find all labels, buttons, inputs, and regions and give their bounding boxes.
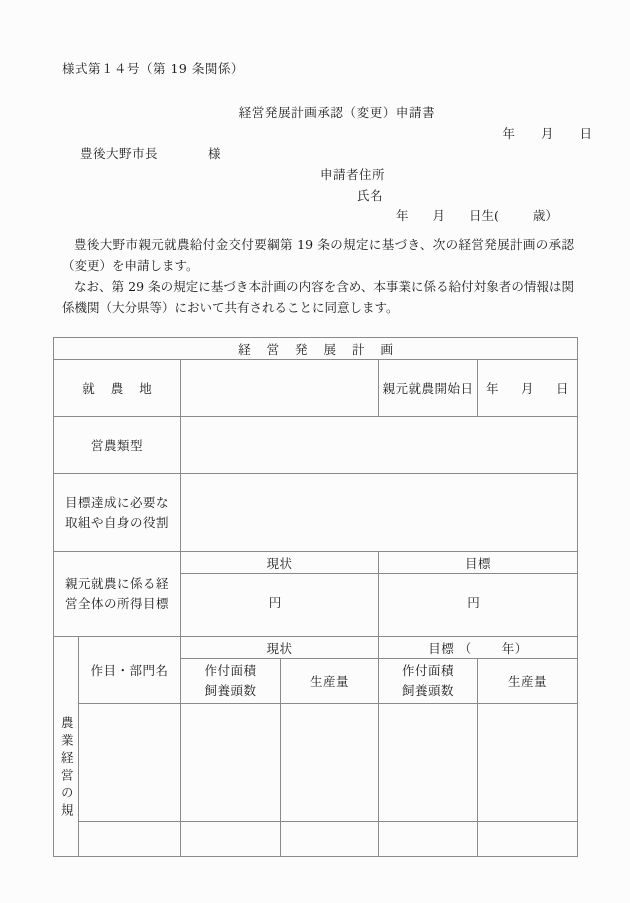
measures-label-line2: 取組や自身の役割	[64, 514, 169, 530]
scale-row1-tgt-yield[interactable]	[478, 704, 578, 822]
form-number: 様式第１４号（第 19 条関係）	[62, 61, 244, 76]
scale-current-area-line2: 飼養頭数	[204, 683, 257, 698]
farming-type-label: 営農類型	[54, 417, 181, 474]
scale-current-yield-label: 生産量	[281, 659, 379, 704]
income-target-value[interactable]	[379, 574, 578, 637]
start-date-year: 年	[486, 381, 500, 396]
applicant-birthdate-line	[396, 206, 558, 224]
scale-vertical-label-cell	[54, 637, 79, 857]
submission-date-line	[502, 124, 592, 142]
farming-type-value[interactable]	[181, 417, 578, 474]
scale-row2-crop[interactable]	[79, 822, 181, 857]
table-row	[54, 822, 578, 857]
farmland-value[interactable]	[181, 360, 379, 417]
birth-month-label: 月	[432, 208, 446, 223]
table-caption-row	[54, 338, 578, 360]
addressee-name: 豊後大野市長	[80, 146, 159, 161]
date-year-label: 年	[502, 126, 515, 141]
income-label	[54, 552, 181, 637]
birth-year-label: 年	[396, 208, 409, 223]
income-label-line1: 親元就農に係る経	[64, 576, 169, 591]
applicant-address-label: 申請者住所	[320, 167, 386, 182]
scale-current-area-line1: 作付面積	[204, 663, 257, 678]
scale-row1-tgt-area[interactable]	[379, 704, 478, 822]
scale-row1-cur-area[interactable]	[181, 704, 281, 822]
scale-target-yield-label: 生産量	[478, 659, 578, 704]
scale-col-target-suffix: 年）	[501, 640, 528, 656]
table-row-measures	[54, 474, 578, 552]
start-date-day: 日	[556, 381, 570, 396]
table-row-farmland	[54, 360, 578, 417]
birth-age-label: 歳）	[532, 208, 558, 223]
scale-target-area-line2: 飼養頭数	[401, 683, 454, 698]
income-current-unit: 円	[268, 595, 282, 610]
start-date-month: 月	[521, 381, 535, 396]
scale-row1-cur-yield[interactable]	[281, 704, 379, 822]
paragraph-consent: なお、第 29 条の規定に基づき本計画の内容を含め、本事業に係る給付対象者の情報は関係機関（大分県等）において共有されることに同意します。	[62, 279, 574, 315]
table-row-scale-subhead	[54, 637, 578, 659]
addressee-honorific: 様	[208, 146, 222, 161]
addressee	[80, 144, 221, 162]
scale-vertical-label: 農業経営の規	[59, 715, 75, 821]
income-current-value[interactable]	[181, 574, 379, 637]
measures-value[interactable]	[181, 474, 578, 552]
table-row-income-subhead	[54, 552, 578, 574]
scale-row2-cur-area[interactable]	[181, 822, 281, 857]
scale-row2-tgt-area[interactable]	[379, 822, 478, 857]
page-title: 経営発展計画承認（変更）申請書	[238, 105, 436, 120]
measures-label	[54, 474, 181, 552]
table-row-farming-type	[54, 417, 578, 474]
paragraph-application: 豊後大野市親元就農給付金交付要綱第 19 条の規定に基づき、次の経営発展計画の承認（変更）を申請します。	[62, 237, 574, 273]
scale-row2-cur-yield[interactable]	[281, 822, 379, 857]
income-col-target: 目標	[379, 552, 578, 574]
scale-row1-crop[interactable]	[79, 704, 181, 822]
start-date-value[interactable]	[478, 360, 578, 417]
table-caption: 経 営 発 展 計 画	[54, 338, 578, 360]
scale-col-target-prefix: 目標 （	[428, 640, 472, 656]
measures-label-line1: 目標達成に必要な	[64, 494, 169, 510]
income-label-line2: 営全体の所得目標	[64, 596, 169, 611]
scale-target-area-label	[379, 659, 478, 704]
farmland-label: 就 農 地	[54, 360, 181, 417]
scale-col-target	[379, 637, 578, 659]
crop-label: 作目・部門名	[79, 637, 181, 704]
scale-target-area-line1: 作付面積	[401, 663, 454, 678]
birth-day-label: 日生(	[469, 208, 499, 223]
income-col-current: 現状	[181, 552, 379, 574]
date-day-label: 日	[579, 126, 592, 141]
date-month-label: 月	[540, 126, 554, 141]
income-target-unit: 円	[467, 595, 480, 610]
scale-col-current: 現状	[181, 637, 379, 659]
applicant-name-label: 氏名	[357, 188, 384, 203]
start-date-label: 親元就農開始日	[379, 360, 478, 417]
scale-row2-tgt-yield[interactable]	[478, 822, 578, 857]
table-row	[54, 704, 578, 822]
scale-current-area-label	[181, 659, 281, 704]
plan-table	[53, 337, 578, 857]
